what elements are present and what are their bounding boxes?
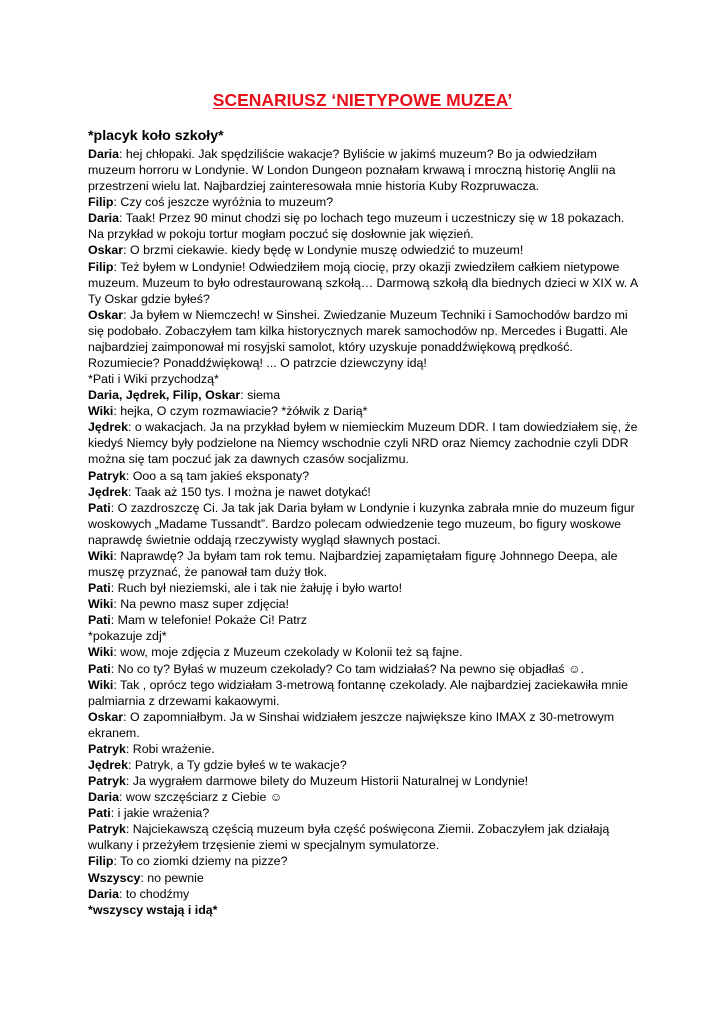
dialogue-line [88,853,640,869]
dialogue-text: : no pewnie [140,870,204,885]
dialogue-text: : Ja byłem w Niemczech! w Sinshei. Zwiedzanie Muzeum Techniki i Samochodów bardzo mi się podobało. Zobaczyłem tam kilka historycznych marek samochodów np. Mercedes i Bugatti. Ale najbardziej zaimponował mi rosyjski samolot, który uzyskuje ponaddźwiękową prędkość. Rozumiecie? Ponaddźwiękową! ... O patrzcie dziewczyny idą! [88,307,628,371]
dialogue-text: : O zazdroszczę Ci. Ja tak jak Daria byłam w Londynie i kuzynka zabrała mnie do muzeum figur woskowych „Madame Tussandt”. Bardzo polecam odwiedzenie tego muzeum, bo figury woskowe naprawdę świetnie oddają rzeczywisty wygląd sławnych postaci. [88,500,635,547]
dialogue-line [88,677,640,709]
dialogue-text: : wow szczęściarz z Ciebie ☺ [119,790,283,805]
speaker-name: Wiki [88,677,114,692]
speaker-name: Patryk [88,468,126,483]
dialogue-line [88,886,640,902]
dialogue-text: : No co ty? Byłaś w muzeum czekolady? Co tam widziałaś? Na pewno się objadłaś ☺. [110,661,585,676]
speaker-name: Filip [88,259,114,274]
speaker-name: Patryk [88,822,126,837]
dialogue-line [88,468,640,484]
speaker-name: Pati [88,613,111,628]
dialogue-line [88,644,640,660]
speaker-name: Daria [88,886,119,901]
speaker-name: Wiki [88,548,114,563]
speaker-name: Jędrek [88,757,128,772]
dialogue-list [88,146,640,918]
speaker-name: Daria [88,790,119,805]
speaker-name: Wiki [88,645,114,660]
dialogue-line [88,403,640,419]
dialogue-line [88,548,640,580]
speaker-name: Daria, Jędrek, Filip, Oskar [88,388,241,403]
dialogue-line [88,821,640,853]
dialogue-text: : Ja wygrałem darmowe bilety do Muzeum Historii Naturalnej w Londynie! [125,774,529,789]
dialogue-line [88,259,640,307]
speaker-name: Pati [88,806,111,821]
dialogue-line [88,757,640,773]
dialogue-text: : hejka, O czym rozmawiacie? *żółwik z Darią* [113,404,368,419]
dialogue-text: : Taak! Przez 90 minut chodzi się po lochach tego muzeum i uczestniczy się w 18 pokazach. Na przykład w pokoju tortur mogłam poczuć się dosłownie jak więzień. [88,211,625,242]
dialogue-text: : Mam w telefonie! Pokaże Ci! Patrz [110,613,307,628]
dialogue-text: : to chodźmy [119,886,190,901]
speaker-name: Filip [88,854,114,869]
stage-direction: *pokazuje zdj* [88,629,167,644]
page-title: SCENARIUSZ ‘NIETYPOWE MUZEA’ [212,90,513,110]
speaker-name: Oskar [88,307,124,322]
speaker-name: Daria [88,147,119,161]
speaker-name: Pati [88,661,111,676]
dialogue-line [88,773,640,789]
stage-direction: *wszyscy wstają i idą* [88,902,218,917]
dialogue-line [88,146,640,194]
dialogue-line [88,210,640,242]
dialogue-line [88,307,640,371]
dialogue-text: : o wakacjach. Ja na przykład byłem w niemieckim Muzeum DDR. I tam dowiedziałem się, że kiedyś Niemcy były podzielone na Niemcy wschodnie czyli NRD oraz Niemcy zachodnie czyli DDR można się tam poczuć jak za dawnych czasów socjalizmu. [88,420,638,467]
dialogue-text: : wow, moje zdjęcia z Muzeum czekolady w Kolonii też są fajne. [113,645,463,660]
dialogue-text: : O zapomniałbym. Ja w Sinshai widziałem jeszcze największe kino IMAX z 30-metrowym ekranem. [88,709,615,740]
script-body [88,127,640,918]
dialogue-line [88,596,640,612]
dialogue-line [88,789,640,805]
dialogue-line [88,612,640,628]
dialogue-line [88,870,640,886]
speaker-name: Oskar [88,243,124,258]
dialogue-text: : Naprawdę? Ja byłam tam rok temu. Najbardziej zapamiętałam figurę Johnnego Deepa, ale muszę przyznać, że panował tam duży tłok. [88,548,618,580]
speaker-name: Jędrek [88,420,128,435]
dialogue-text: : hej chłopaki. Jak spędziliście wakacje? Byliście w jakimś muzeum? Bo ja odwiedziłam muzeum horroru w Londynie. W London Dungeon poznałam krwawą i mroczną historię Anglii na przestrzeni wielu lat. Najbardziej zainteresowała mnie historia Kuby Rozpruwacza. [88,147,616,194]
dialogue-text: : Ooo a są tam jakieś eksponaty? [125,468,310,483]
dialogue-text: : Ruch był nieziemski, ale i tak nie żałuję i było warto! [110,581,403,596]
dialogue-text: : siema [240,388,281,403]
dialogue-text: : Najciekawszą częścią muzeum była część poświęcona Ziemii. Zobaczyłem jak działają wulkany i przeżyłem trzęsienie ziemi w specjalnym symulatorze. [88,822,610,853]
dialogue-line [88,709,640,741]
dialogue-text: : O brzmi ciekawie. kiedy będę w Londynie muszę odwiedzić to muzeum! [123,243,524,258]
speaker-name: Patryk [88,741,126,756]
dialogue-line [88,805,640,821]
dialogue-line [88,194,640,210]
dialogue-text: : Też byłem w Londynie! Odwiedziłem moją ciocię, przy okazji zwiedziłem całkiem nietypowe muzeum. Muzeum to było odrestaurowaną szkołą… Darmową szkołą dla biednych dzieci w XIX w. A Ty Oskar gdzie byłeś? [88,259,638,306]
scene-heading: *placyk koło szkoły* [88,128,224,144]
speaker-name: Pati [88,500,111,515]
speaker-name: Filip [88,195,114,210]
speaker-name: Wiki [88,404,114,419]
stage-direction: *Pati i Wiki przychodzą* [88,372,219,387]
speaker-name: Daria [88,211,119,226]
dialogue-line [88,661,640,677]
dialogue-text: : Czy coś jeszcze wyróżnia to muzeum? [113,195,334,210]
speaker-name: Pati [88,581,111,596]
dialogue-text: : Tak , oprócz tego widziałam 3-metrową fontannę czekolady. Ale najbardziej zaciekawiła mnie palmiarnia z drzewami kakaowymi. [88,677,629,708]
dialogue-line [88,580,640,596]
dialogue-text: : Na pewno masz super zdjęcia! [113,597,289,612]
dialogue-text: : Patryk, a Ty gdzie byłeś w te wakacje? [127,757,347,772]
speaker-name: Wiki [88,597,114,612]
dialogue-text: : i jakie wrażenia? [110,806,210,821]
dialogue-text: : Robi wrażenie. [125,741,215,756]
dialogue-text: : To co ziomki dziemy na pizze? [113,854,288,869]
dialogue-line [88,484,640,500]
speaker-name: Jędrek [88,484,128,499]
speaker-name: Wszyscy [88,870,141,885]
dialogue-text: : Taak aż 150 tys. I można je nawet dotykać! [127,484,371,499]
speaker-name: Patryk [88,774,126,789]
dialogue-line [88,419,640,467]
speaker-name: Oskar [88,709,124,724]
dialogue-line [88,387,640,403]
dialogue-line [88,500,640,548]
dialogue-line [88,741,640,757]
dialogue-line [88,242,640,258]
